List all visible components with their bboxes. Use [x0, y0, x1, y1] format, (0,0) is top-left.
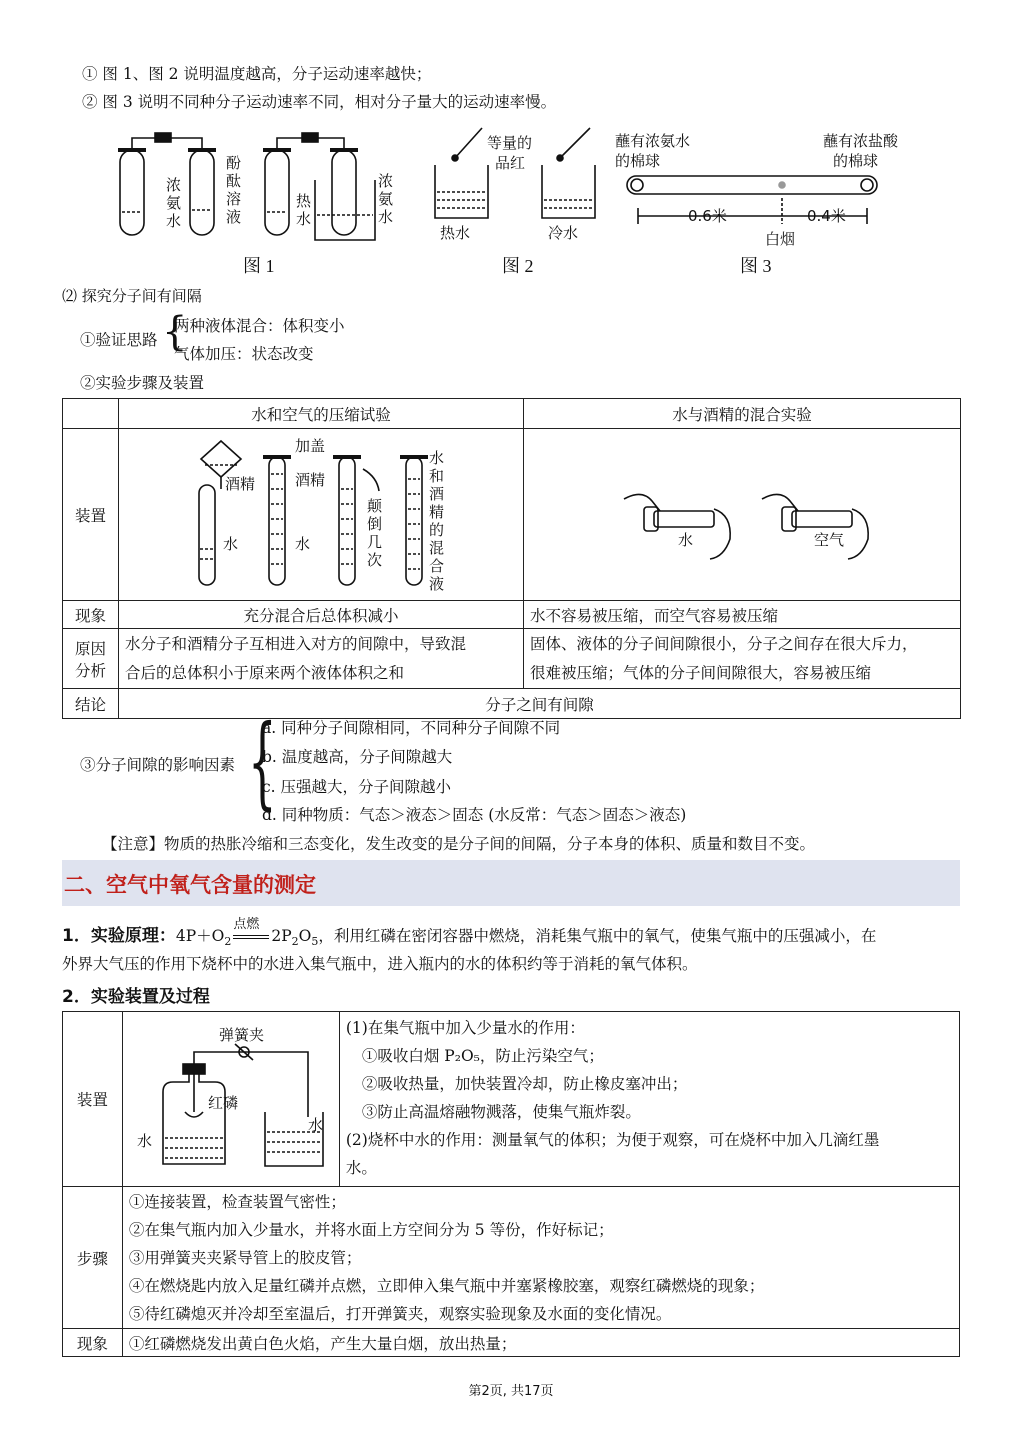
- fig1-label-1: 浓: [166, 176, 182, 194]
- brace-icon-2: {: [248, 703, 277, 820]
- table2-row-phen: 现象: [63, 1329, 123, 1357]
- diag2-water-r: 水: [307, 1116, 323, 1134]
- figure-diffusion: [110, 120, 910, 289]
- steps-label: ②实验步骤及装置: [80, 374, 205, 392]
- fig3-dist-right: 0.4米: [807, 207, 846, 225]
- fig3-left-2: 的棉球: [615, 152, 661, 170]
- fig1-label-5: 酞: [226, 172, 242, 190]
- diag-invert-3: 几: [367, 533, 383, 551]
- diag2-water-l: 水: [136, 1132, 152, 1150]
- idea-item-2: 气体加压：状态改变: [174, 345, 314, 363]
- diag-alcohol-2: 酒精: [295, 471, 326, 489]
- table1-row-reason-1: 原因: [74, 639, 106, 658]
- note-3: ②吸收热量，加快装置冷却，防止橡皮塞冲出；: [361, 1075, 688, 1093]
- diag-mix-1: 水: [429, 449, 445, 467]
- table-gap-experiments: [62, 398, 961, 719]
- diag-mix-2: 和: [429, 467, 445, 485]
- factor-d: d. 同种物质：气态＞液态＞固态 (水反常：气态＞固态＞液态): [262, 806, 687, 824]
- diag-mix-8: 液: [429, 575, 445, 593]
- diag-right-water: 水: [678, 531, 694, 549]
- factor-b: b. 温度越高，分子间隙越大: [262, 748, 453, 766]
- brace-icon: {: [162, 309, 188, 355]
- table2-diagram: [122, 1012, 339, 1187]
- fig3-right-1: 蘸有浓盐酸: [823, 132, 899, 150]
- fig1-label-2: 氨: [166, 194, 182, 212]
- note-1: (1)在集气瓶中加入少量水的作用：: [345, 1019, 585, 1037]
- idea-item-1: 两种液体混合：体积变小: [174, 317, 345, 335]
- idea-label: ①验证思路: [80, 331, 158, 349]
- note-4: ③防止高温熔融物溅落，使集气瓶炸裂。: [361, 1103, 641, 1121]
- table2-notes: [339, 1012, 959, 1187]
- diag-mix-7: 合: [429, 557, 445, 575]
- table1-row-reason-2: 分析: [74, 661, 106, 680]
- table1-row-device: 装置: [63, 429, 119, 601]
- table-oxygen-experiment: [62, 1011, 960, 1357]
- fig1-label-8: 热: [296, 192, 312, 210]
- eq-o: O: [298, 927, 312, 945]
- page-footer: 第2页, 共17页: [468, 1384, 554, 1399]
- note: 【注意】物质的热胀冷缩和三态变化，发生改变的是分子间的间隔，分子本身的体积、质量和数目不变。: [102, 835, 816, 853]
- step-5: ⑤待红磷熄灭并冷却至室温后，打开弹簧夹，观察实验现象及水面的变化情况。: [128, 1304, 672, 1323]
- step-3: ③用弹簧夹夹紧导管上的胶皮管；: [128, 1248, 362, 1267]
- fig2-top-1: 等量的: [487, 134, 533, 152]
- factor-c: c. 压强越大，分子间隙越小: [262, 778, 452, 796]
- fig2-right: 冷水: [548, 224, 579, 242]
- fig1-label-3: 水: [166, 212, 182, 230]
- fig1-label-7: 液: [226, 208, 242, 226]
- fig3-smoke: 白烟: [765, 230, 796, 248]
- eq-sub-1: 2: [224, 935, 232, 949]
- table2-phen: ①红磷燃烧发出黄白色火焰，产生大量白烟，放出热量；: [122, 1329, 959, 1357]
- table1-reason-2: [524, 629, 961, 689]
- diag-invert-4: 次: [367, 551, 383, 569]
- diag2-phos: 红磷: [207, 1094, 238, 1112]
- fig1-label-6: 溶: [226, 190, 242, 208]
- table1-col2: 水与酒精的混合实验: [524, 399, 961, 429]
- step-1: ①连接装置，检查装置气密性；: [128, 1192, 346, 1211]
- diag-invert-1: 颠: [367, 497, 383, 515]
- fig3-left-1: 蘸有浓氨水: [615, 132, 691, 150]
- table2-row-device: 装置: [63, 1012, 123, 1187]
- fig3-right-2: 的棉球: [833, 152, 879, 170]
- factors-label: ③分子间隙的影响因素: [80, 756, 236, 774]
- fig1-label-11: 氨: [378, 190, 394, 208]
- intro-line-2: ② 图 3 说明不同种分子运动速率不同，相对分子量大的运动速率慢。: [82, 93, 557, 111]
- note-5: (2)烧杯中水的作用：测量氧气的体积；为便于观察，可在烧杯中加入几滴红墨: [345, 1131, 880, 1149]
- principle-text-1: ，利用红磷在密闭容器中燃烧，消耗集气瓶中的氧气，使集气瓶中的压强减小，在: [318, 927, 877, 945]
- eq-sub-2: 2: [291, 935, 299, 949]
- step-2: ②在集气瓶内加入少量水，并将水面上方空间分为 5 等份，作好标记；: [128, 1220, 614, 1239]
- fig3-dist-left: 0.6米: [688, 207, 727, 225]
- section-title-gap: ⑵ 探究分子间有间隔: [62, 287, 202, 305]
- diag-mix-3: 酒: [429, 485, 445, 503]
- diag-invert-2: 倒: [367, 515, 383, 533]
- diag-right-air: 空气: [814, 531, 845, 549]
- eq-arrow: [231, 917, 271, 945]
- factor-a: a. 同种分子间隙相同，不同种分子间隙不同: [262, 719, 561, 737]
- table1-reason-1: [119, 629, 524, 689]
- eq-double-line: [233, 935, 269, 939]
- diag-alcohol-1: 酒精: [225, 475, 256, 493]
- eq-sub-3: 5: [311, 935, 319, 949]
- diag-water-1: 水: [223, 535, 239, 553]
- table1-corner: [63, 399, 119, 429]
- diag2-clip: 弹簧夹: [218, 1026, 264, 1044]
- table1-row-phen: 现象: [63, 601, 119, 629]
- table1-reason-2b: 很难被压缩；气体的分子间间隙很大，容易被压缩: [530, 663, 872, 682]
- table2-row-steps: 步骤: [63, 1187, 123, 1329]
- principle-line-2: 外界大气压的作用下烧杯中的水进入集气瓶中，进入瓶内的水的体积约等于消耗的氧气体积。: [62, 955, 698, 973]
- eq-left: 4P＋O: [175, 927, 225, 945]
- principle-title: 1．实验原理：: [62, 926, 176, 946]
- principle-line-1: [62, 917, 877, 949]
- diag-mix-5: 的: [429, 521, 445, 539]
- fig2-left: 热水: [440, 224, 471, 242]
- note-6: 水。: [345, 1159, 377, 1177]
- section-header-oxygen: [62, 860, 960, 906]
- fig2-top-2: 品红: [495, 154, 526, 172]
- step-4: ④在燃烧匙内放入足量红磷并点燃，立即伸入集气瓶中并塞紧橡胶塞，观察红磷燃烧的现象；: [128, 1276, 765, 1295]
- fig1-label-9: 水: [296, 210, 312, 228]
- table1-phen-2: 水不容易被压缩，而空气容易被压缩: [524, 601, 961, 629]
- diag-mix-6: 混: [429, 539, 445, 557]
- device-title: 2．实验装置及过程: [62, 987, 210, 1007]
- table1-concl: 分子之间有间隙: [119, 689, 961, 719]
- eq-cond: 点燃: [233, 917, 260, 932]
- table1-row-reason: [63, 629, 119, 689]
- section-header-title: 二、空气中氧气含量的测定: [64, 873, 316, 897]
- table1-col1: 水和空气的压缩试验: [119, 399, 524, 429]
- diag-cover: 加盖: [295, 437, 326, 455]
- intro-line-1: ① 图 1、图 2 说明温度越高，分子运动速率越快；: [82, 65, 432, 83]
- figure-1: [118, 133, 375, 240]
- table2-steps: [122, 1187, 959, 1329]
- fig3-caption: 图 3: [740, 256, 772, 276]
- table1-diagram-right: [524, 429, 961, 601]
- fig1-label-12: 水: [378, 208, 394, 226]
- eq-right: 2P: [271, 927, 292, 945]
- diag-mix-4: 精: [429, 503, 445, 521]
- note-2: ①吸收白烟 P₂O₅，防止污染空气；: [361, 1047, 604, 1065]
- table1-phen-1: 充分混合后总体积减小: [119, 601, 524, 629]
- fig1-caption: 图 1: [243, 256, 275, 276]
- table1-reason-1a: 水分子和酒精分子互相进入对方的间隙中，导致混: [125, 634, 467, 653]
- fig1-label-10: 浓: [378, 172, 394, 190]
- fig1-label-4: 酚: [226, 154, 242, 172]
- table1-reason-1b: 合后的总体积小于原来两个液体体积之和: [125, 663, 405, 682]
- table1-reason-2a: 固体、液体的分子间间隙很小，分子之间存在很大斥力，: [530, 634, 918, 653]
- table1-diagram-left: [119, 429, 524, 601]
- diag-water-2: 水: [295, 535, 311, 553]
- table1-row-concl: 结论: [63, 689, 119, 719]
- fig2-caption: 图 2: [502, 256, 534, 276]
